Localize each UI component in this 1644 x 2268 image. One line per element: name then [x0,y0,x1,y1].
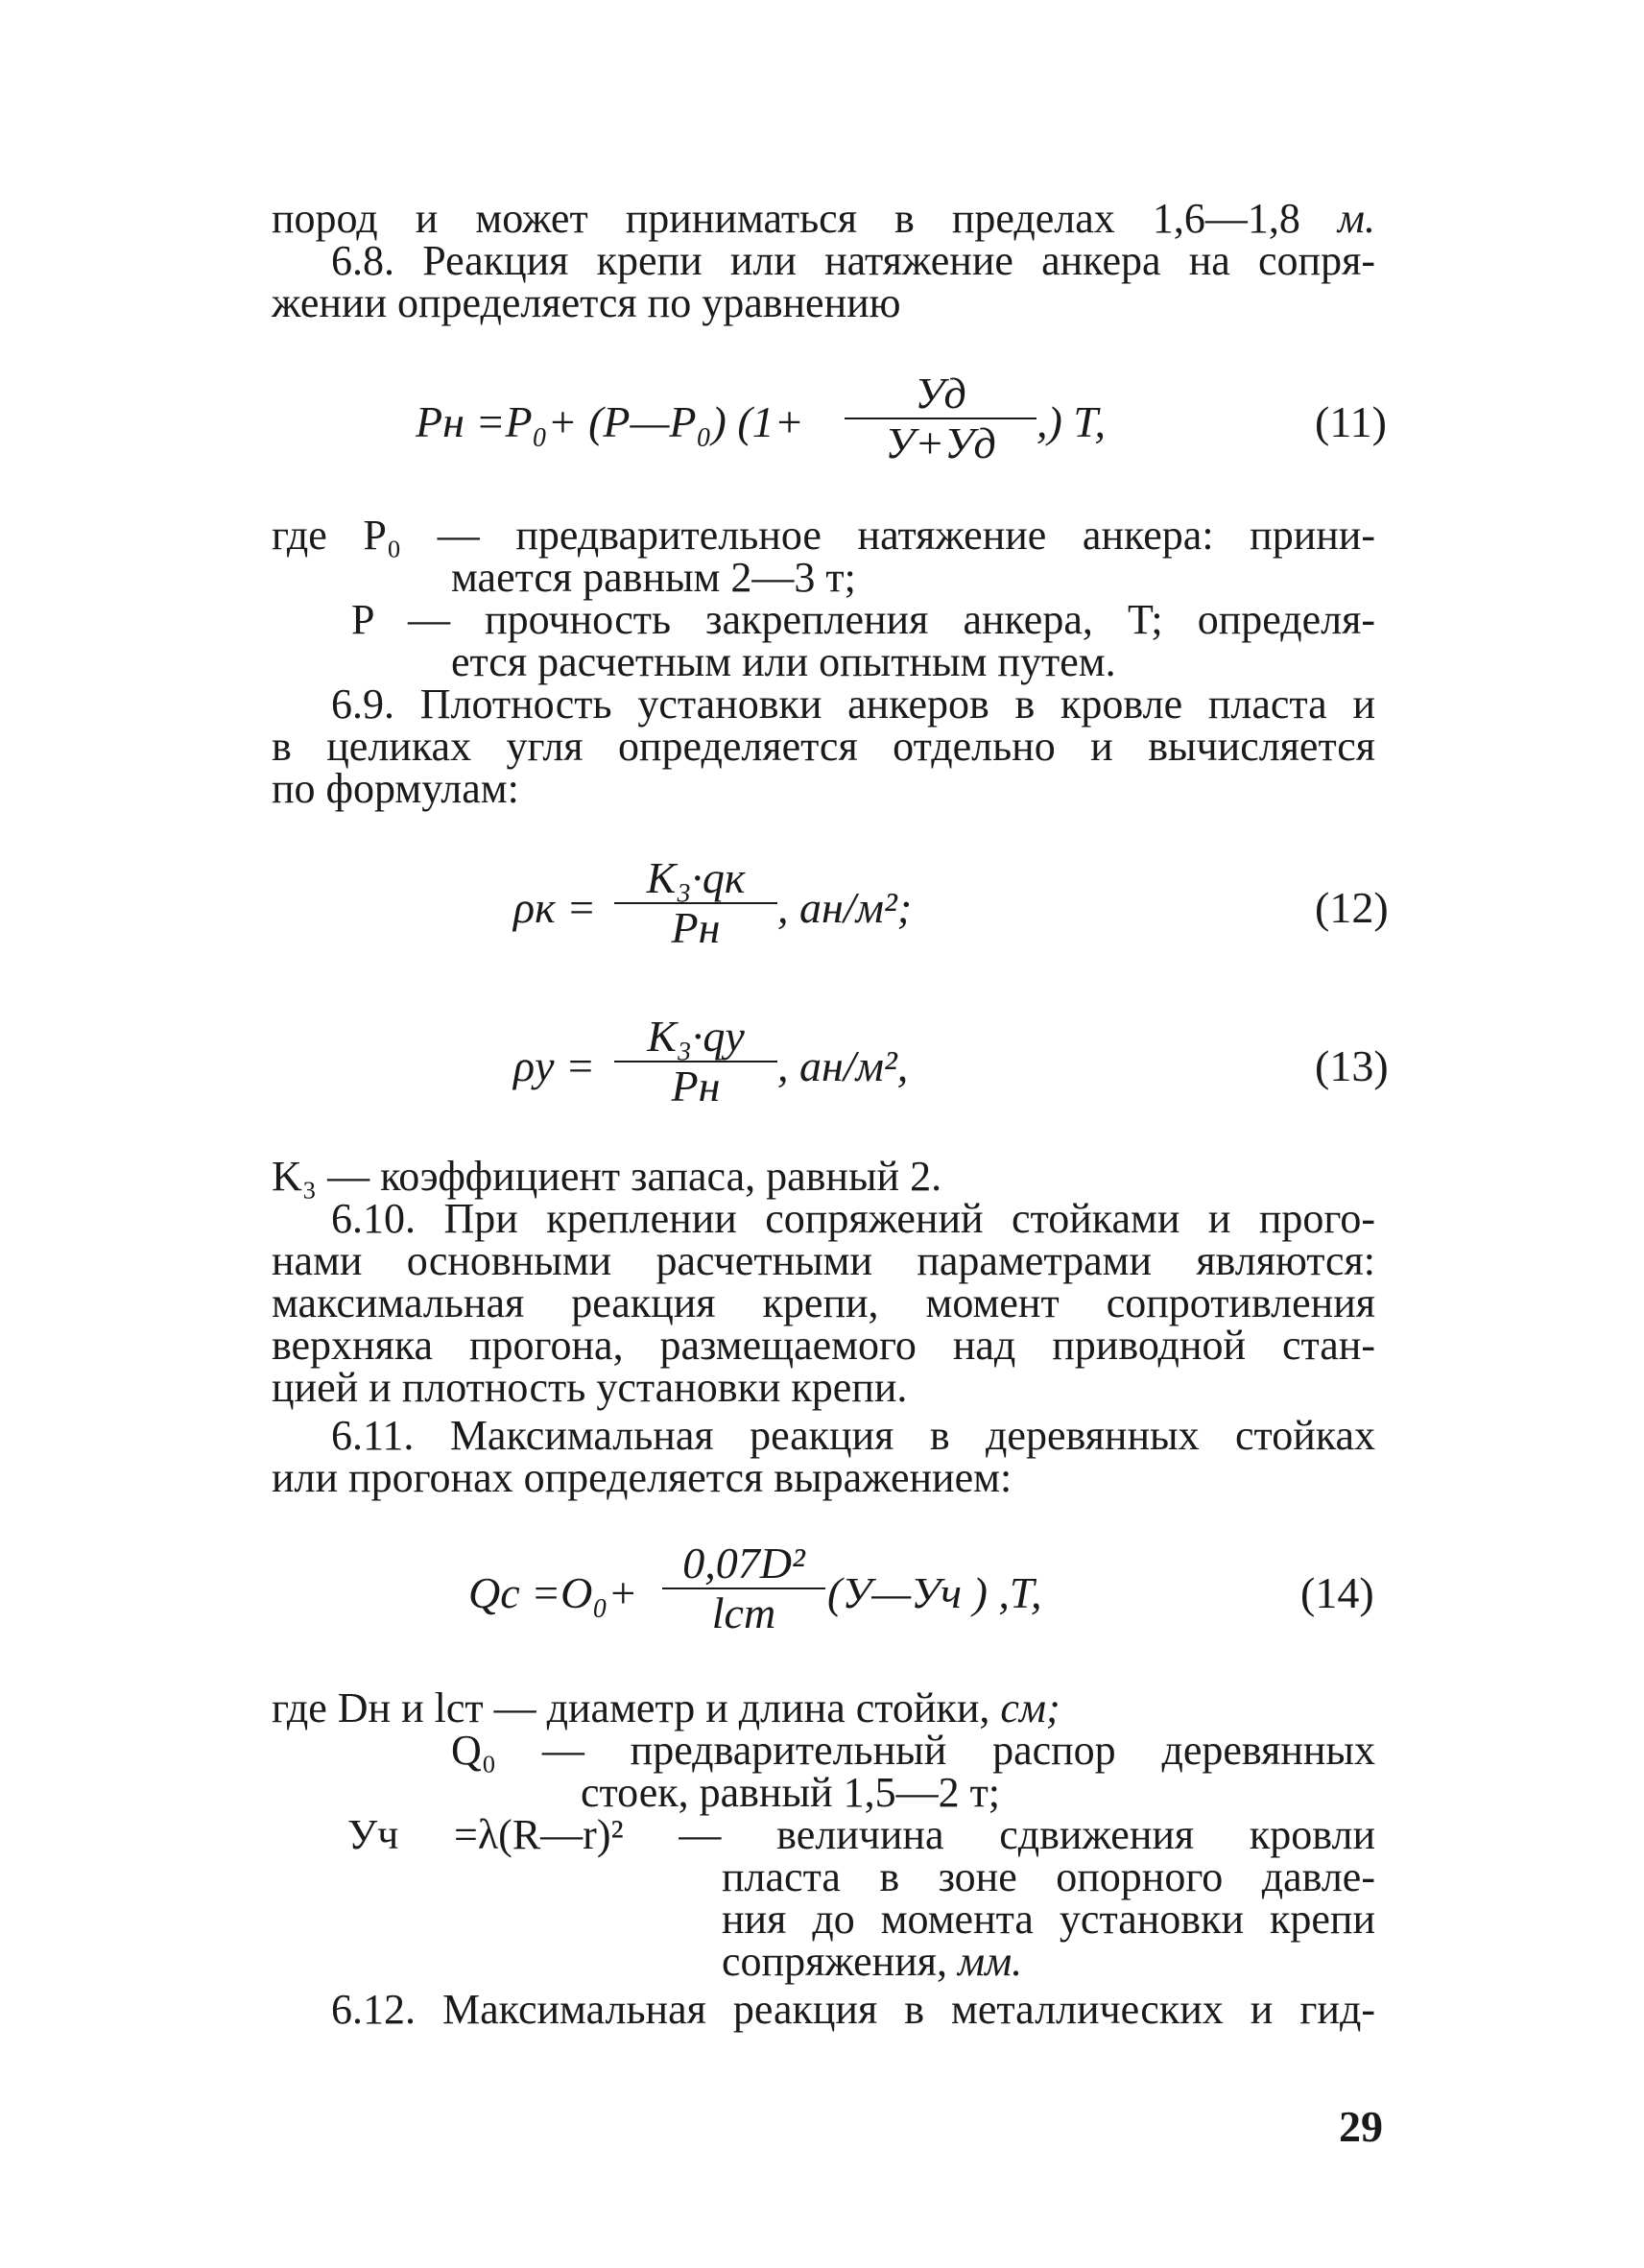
text-line: ния до момента установки крепи [722,1896,1375,1943]
text-line: 6.10. При креплении сопряжений стойками и прого- [331,1195,1375,1242]
text-line: 6.8. Реакция крепи или натяжение анкера на сопря- [331,237,1375,284]
text-line: или прогонах определяется выражением: [272,1454,1013,1501]
text-line: 6.12. Максимальная реакция в металлических и гид- [331,1986,1375,2033]
equation-number: (13) [1315,1041,1389,1090]
text-line: Q₀ — предварительный распор деревянных [451,1727,1375,1774]
text-line: в целиках угля определяется отдельно и вычисляется [272,723,1375,770]
text-line: где P₀ — предварительное натяжение анкера: прини- [272,512,1375,559]
equation-number: (11) [1315,397,1387,446]
text-line: жении определяется по уравнению [272,279,901,326]
text-line: цией и плотность установки крепи. [272,1364,908,1411]
equation-number: (12) [1315,883,1389,932]
text-line: нами основными расчетными параметрами являются: [272,1237,1375,1284]
text-line: стоек, равный 1,5—2 т; [581,1769,1001,1816]
text-line: K₃ — коэффициент запаса, равный 2. [272,1153,942,1200]
document-page: пород и может приниматься в пределах 1,6—1,8 м. 6.8. Реакция крепи или натяжение анкера на сопря- жении определяется по уравнению Pн =P₀+ (P—P₀) (1+ Уд У+Уд ,) T, (11) где P₀ — предварительное натяжение анкера: прини- мается равным 2—3 т; P — прочность закрепления анкера, T; определя- ется расчетным или опытным путем. 6.9. Плотность установки анкеров в кровле пласта и в целиках угля определяется отдельно и вычисляется по формулам: ρк = K₃·qк Pн , ан/м²; (12) ρу = K₃·qу Pн , ан/м², (13) K₃ — коэффициент запаса, равный 2. 6.10. При креплении сопряжений стойками и прого- нами основными расчетными параметрами являются: максимальная реакция крепи, момент сопротивления верхняка прогона, размещаемого над приводной стан- цией и плотность установки крепи. 6.11. Максимальная реакция в деревянных стойках или прогонах определяется выражением: Qс =O₀+ 0,07D² lст (У—Уч ) ,T, (14) где Dн и lст — диаметр и длина стойки, см; Q₀ — предварительный распор деревянных стоек, равный 1,5—2 т; Уч =λ(R—r)² — величина сдвижения кровли пласта в зоне опорного давле- ния до момента установки крепи сопряжения, мм. 6.12. Максимальная реакция в металлических и гид- 29 [0,0,1644,2268]
page-number: 29 [1339,2102,1383,2151]
text-line: где Dн и lст — диаметр и длина стойки, см; [272,1684,1060,1731]
text-line: верхняка прогона, размещаемого над приводной стан- [272,1322,1375,1369]
text-line: пласта в зоне опорного давле- [722,1853,1375,1900]
text-line: пород и может приниматься в пределах 1,6—1,8 м. [272,195,1375,242]
text-line: ется расчетным или опытным путем. [451,638,1116,685]
text-line: по формулам: [272,765,519,812]
text-line: P — прочность закрепления анкера, T; определя- [351,596,1375,643]
equation-number: (14) [1300,1568,1374,1617]
text-line: 6.9. Плотность установки анкеров в кровле пласта и [331,680,1375,728]
text-line: мается равным 2—3 т; [451,554,856,601]
text-line: Уч =λ(R—r)² — величина сдвижения кровли [347,1811,1375,1858]
text-line: максимальная реакция крепи, момент сопротивления [272,1279,1375,1326]
text-line: сопряжения, мм. [722,1938,1023,1985]
text-line: 6.11. Максимальная реакция в деревянных стойках [331,1412,1375,1459]
